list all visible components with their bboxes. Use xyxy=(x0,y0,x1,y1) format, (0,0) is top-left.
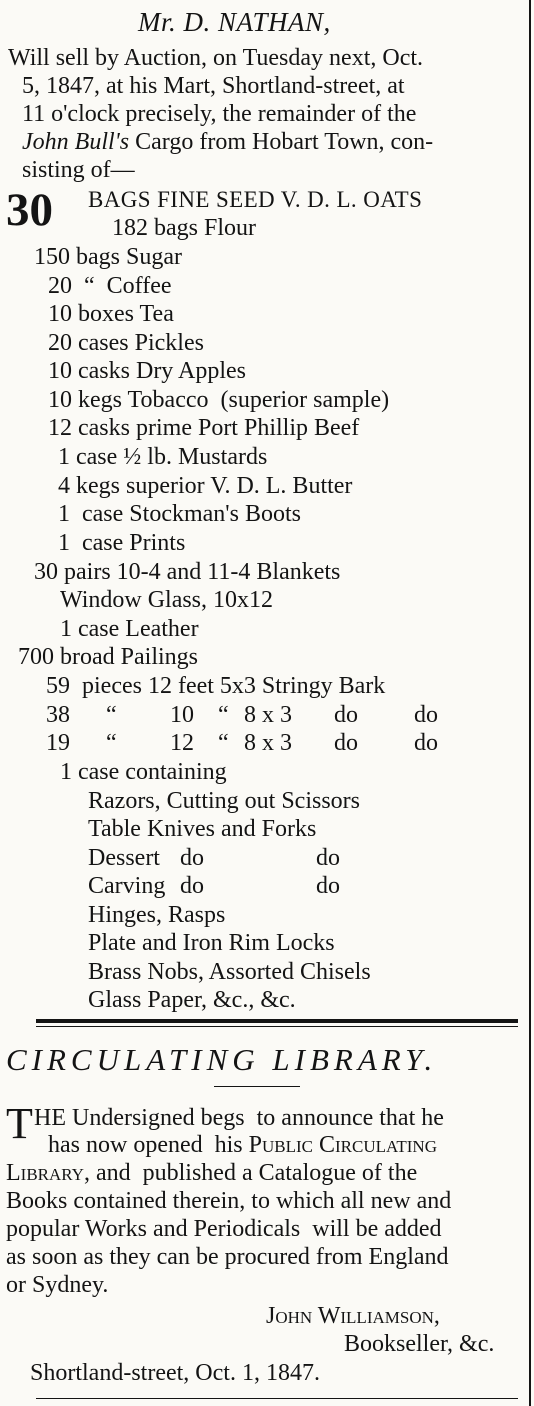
library-line-3 xyxy=(6,1159,417,1187)
bark-do: do xyxy=(414,702,438,728)
auction-heading: Mr. D. NATHAN, xyxy=(138,7,331,37)
dateline: Shortland-street, Oct. 1, 1847. xyxy=(30,1360,320,1386)
bark-qty: 38 xyxy=(46,702,70,728)
ship-name: John Bull's xyxy=(22,129,130,155)
item-beef: 12 casks prime Port Phillip Beef xyxy=(48,415,360,441)
public-circulating: Public Circulating xyxy=(248,1132,437,1158)
cutlery-name: Carving xyxy=(88,873,166,899)
lead-item: BAGS FINE SEED V. D. L. OATS xyxy=(88,187,423,212)
bark-size: 8 x 3 xyxy=(244,730,292,756)
auction-intro-line-4 xyxy=(22,128,433,156)
bark-length: 12 xyxy=(170,730,194,756)
case-item-chisels: Brass Nobs, Assorted Chisels xyxy=(88,959,371,985)
library-line-1: HE Undersigned begs to announce that he xyxy=(34,1105,444,1131)
library-heading: CIRCULATING LIBRARY. xyxy=(6,1042,438,1077)
line-3-rest: , and published a Catalogue of the xyxy=(83,1160,418,1186)
case-item-knives: Table Knives and Forks xyxy=(88,816,317,842)
cutlery-name: Dessert xyxy=(88,845,160,871)
bark-qty: 19 xyxy=(46,730,70,756)
library-line-2 xyxy=(48,1131,437,1159)
cutlery-do: do xyxy=(180,845,204,871)
library-line-6: as soon as they can be procured from England xyxy=(6,1244,449,1270)
heading-underline xyxy=(214,1086,300,1087)
library-line-5: popular Works and Periodicals will be added xyxy=(6,1216,442,1242)
item-butter: 4 kegs superior V. D. L. Butter xyxy=(58,473,353,499)
auction-intro-line-1: Will sell by Auction, on Tuesday next, Oct. xyxy=(8,45,424,71)
auction-intro-line-5: sisting of— xyxy=(22,157,135,183)
case-item-glass-paper: Glass Paper, &c., &c. xyxy=(88,987,296,1013)
item-coffee: 20 “ Coffee xyxy=(48,273,172,299)
line-2-start: has now opened his xyxy=(48,1132,249,1158)
item-stringy-bark: 59 pieces 12 feet 5x3 Stringy Bark xyxy=(46,673,386,699)
item-tobacco: 10 kegs Tobacco (superior sample) xyxy=(48,387,390,413)
item-blankets: 30 pairs 10-4 and 11-4 Blankets xyxy=(34,559,341,585)
case-item-locks: Plate and Iron Rim Locks xyxy=(88,930,335,956)
library-line-4: Books contained therein, to which all new and xyxy=(6,1188,452,1214)
signature-name: John Williamson, xyxy=(266,1303,440,1329)
cutlery-do: do xyxy=(316,845,340,871)
case-item-hinges: Hinges, Rasps xyxy=(88,902,226,928)
bark-do: do xyxy=(334,702,358,728)
intro-line-4-rest: Cargo from Hobart Town, con- xyxy=(129,129,434,155)
item-case-containing: 1 case containing xyxy=(60,759,227,785)
bark-do: do xyxy=(334,730,358,756)
lead-quantity: 30 xyxy=(6,184,53,236)
case-item-razors: Razors, Cutting out Scissors xyxy=(88,788,361,814)
bottom-rule xyxy=(36,1398,518,1399)
ditto-mark: “ xyxy=(218,702,229,728)
section-divider xyxy=(36,1019,518,1023)
ditto-mark: “ xyxy=(218,730,229,756)
ditto-mark: “ xyxy=(106,730,117,756)
item-leather: 1 case Leather xyxy=(60,616,199,642)
item-boots: 1 case Stockman's Boots xyxy=(58,501,301,527)
bark-do: do xyxy=(414,730,438,756)
item-prints: 1 case Prints xyxy=(58,530,186,556)
drop-cap: T xyxy=(6,1099,33,1148)
library-line-7: or Sydney. xyxy=(6,1272,109,1298)
section-divider-thin xyxy=(36,1026,518,1027)
item-flour: 182 bags Flour xyxy=(112,215,256,241)
item-window-glass: Window Glass, 10x12 xyxy=(60,587,274,613)
library-word: Library xyxy=(6,1160,84,1186)
column-rule xyxy=(529,0,531,1406)
item-pailings: 700 broad Pailings xyxy=(18,644,198,670)
signature-title: Bookseller, &c. xyxy=(344,1331,495,1357)
cutlery-do: do xyxy=(180,873,204,899)
ditto-mark: “ xyxy=(106,702,117,728)
item-tea: 10 boxes Tea xyxy=(48,301,174,327)
bark-size: 8 x 3 xyxy=(244,702,292,728)
item-pickles: 20 cases Pickles xyxy=(48,330,204,356)
item-mustards: 1 case ½ lb. Mustards xyxy=(58,444,268,470)
cutlery-do: do xyxy=(316,873,340,899)
auction-intro-line-2: 5, 1847, at his Mart, Shortland-street, at xyxy=(22,73,405,99)
item-sugar: 150 bags Sugar xyxy=(34,244,182,270)
auction-intro-line-3: 11 o'clock precisely, the remainder of the xyxy=(22,101,417,127)
bark-length: 10 xyxy=(170,702,194,728)
item-dry-apples: 10 casks Dry Apples xyxy=(48,358,246,384)
